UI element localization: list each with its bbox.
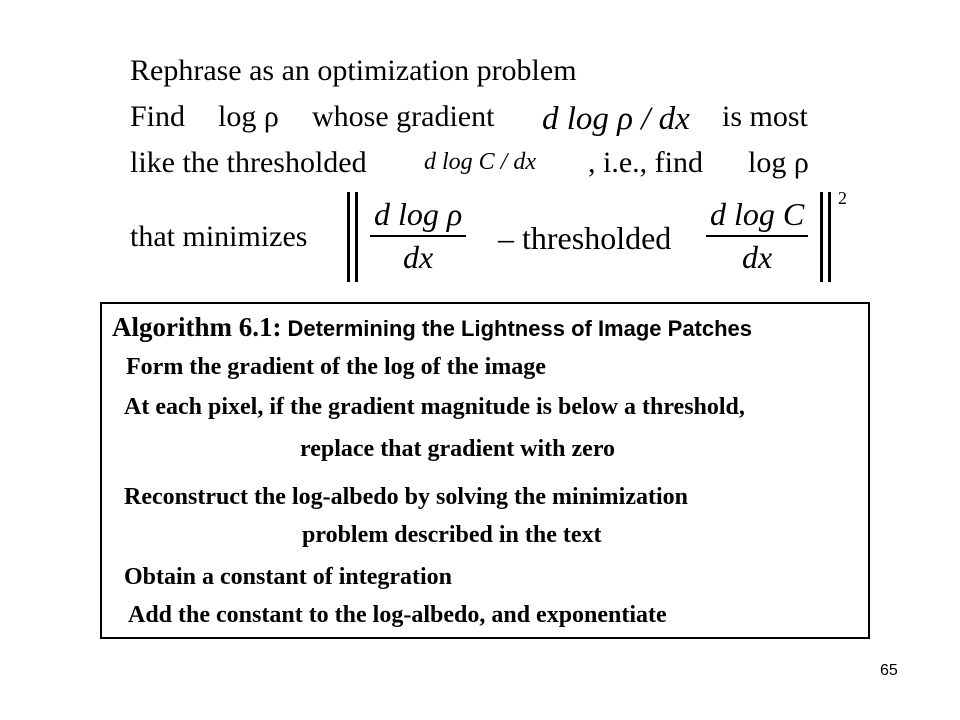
fraction-dlogC-dx bbox=[706, 196, 808, 276]
algorithm-step: Add the constant to the log-albedo, and exponentiate bbox=[128, 602, 667, 628]
norm-bar-right-2 bbox=[828, 192, 831, 282]
algorithm-step: problem described in the text bbox=[302, 522, 602, 548]
algorithm-step: replace that gradient with zero bbox=[300, 436, 616, 462]
line-find: Find bbox=[130, 100, 186, 133]
math-dlogC-dx: d log C / dx bbox=[424, 149, 536, 175]
line-like-thresholded: like the thresholded bbox=[130, 146, 367, 179]
algorithm-title bbox=[112, 312, 752, 343]
norm-exponent: 2 bbox=[838, 188, 847, 208]
algorithm-title-bold: Algorithm 6.1: bbox=[112, 312, 282, 342]
frac2-denominator: dx bbox=[742, 239, 773, 275]
frac1-numerator: d log ρ bbox=[370, 196, 466, 237]
algorithm-title-rest: Determining the Lightness of Image Patches bbox=[287, 316, 753, 341]
algorithm-step: At each pixel, if the gradient magnitude is below a threshold, bbox=[124, 394, 745, 420]
norm-bar-right-1 bbox=[820, 192, 823, 282]
minus-thresholded: – thresholded bbox=[498, 220, 672, 256]
math-log-rho-text: log ρ bbox=[218, 100, 279, 133]
frac2-numerator: d log C bbox=[706, 196, 808, 237]
page-number: 65 bbox=[880, 662, 898, 679]
algorithm-step: Obtain a constant of integration bbox=[124, 564, 453, 590]
line-is-most: is most bbox=[722, 100, 808, 133]
line-rephrase: Rephrase as an optimization problem bbox=[130, 54, 577, 87]
frac1-denominator: dx bbox=[403, 239, 434, 275]
math-log-rho-2: log ρ bbox=[748, 146, 809, 179]
algorithm-step: Form the gradient of the log of the image bbox=[126, 354, 546, 380]
norm-bar-left-1 bbox=[347, 192, 350, 282]
line-that-minimizes: that minimizes bbox=[130, 220, 308, 253]
math-log-rho bbox=[218, 100, 279, 134]
line-whose-gradient: whose gradient bbox=[312, 100, 495, 133]
fraction-dlogrho-dx bbox=[370, 196, 466, 276]
algorithm-step: Reconstruct the log-albedo by solving the minimization bbox=[124, 484, 688, 510]
math-gradient: d log ρ / dx bbox=[542, 101, 690, 137]
norm-bar-left-2 bbox=[355, 192, 358, 282]
line-ie-find: , i.e., find bbox=[588, 146, 703, 179]
